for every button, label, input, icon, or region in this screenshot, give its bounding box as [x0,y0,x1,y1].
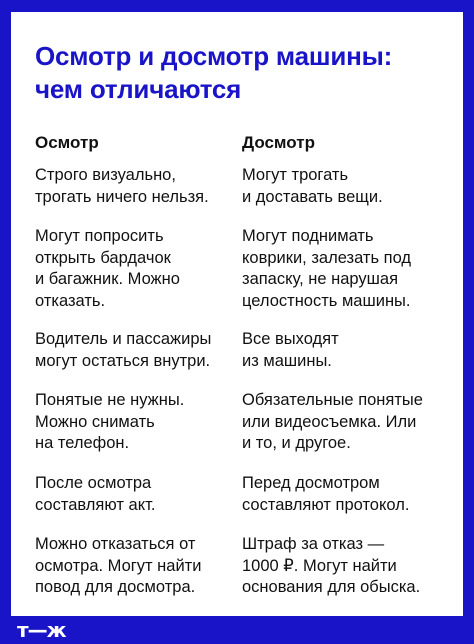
title-line-2: чем отличаются [35,74,242,104]
column-heading-dosmotr: Досмотр [242,133,315,152]
cell-text-line: отказать. [35,291,106,310]
cell-text-line: на телефон. [35,434,130,452]
title-line-1: Осмотр и досмотр машины: [35,41,393,71]
comparison-cell [242,226,449,312]
cell-text-line: открыть бардачок [35,248,171,267]
cell-text-line: или видеосъемка. Или [242,412,417,431]
cell-text-line: целостность машины. [242,291,411,310]
cell-text-line: Можно снимать [35,412,155,431]
cell-text-line: и багажник. Можно [35,270,180,288]
comparison-cell [242,534,449,599]
column-heading-osmotr: Осмотр [35,133,99,152]
cell-text-line: Водитель и пассажиры [35,330,212,348]
cell-text-line: Могут трогать [242,166,349,184]
footer [17,616,66,644]
cell-text-line: Перед досмотром [242,474,380,492]
column-rows [242,165,449,599]
cell-text-line: Обязательные понятые [242,391,423,409]
cell-text-line: Строго визуально, [35,166,176,184]
cell-text-line: трогать ничего нельзя. [35,187,209,206]
cell-text-line: Могут поднимать [242,227,374,245]
comparison-cell [242,473,449,516]
comparison-cell [35,473,242,516]
cell-text-line: Понятые не нужны. [35,391,185,409]
cell-text-line: могут остаться внутри. [35,351,211,370]
comparison-cell [35,226,242,312]
cell-text-line: Штраф за отказ — [242,535,385,553]
comparison-cell [35,165,242,208]
comparison-cell [35,329,242,372]
comparison-columns [35,132,449,599]
cell-text-line: 1000 ₽. Могут найти [242,556,397,575]
comparison-cell [35,390,242,455]
cell-text-line: составляют протокол. [242,495,410,514]
comparison-cell [242,329,449,372]
cell-text-line: коврики, залезать под [242,248,412,267]
cell-text-line: осмотра. Могут найти [35,556,202,575]
comparison-cell [242,165,449,208]
page-title [35,40,439,106]
cell-text-line: составляют акт. [35,495,156,514]
cell-text-line: После осмотра [35,474,152,492]
column-dosmotr [242,132,449,599]
cell-text-line: из машины. [242,351,332,370]
comparison-cell [242,390,449,455]
column-rows [35,165,242,599]
column-osmotr [35,132,242,599]
cell-text-line: и то, и другое. [242,434,351,452]
comparison-card [11,12,463,616]
cell-text-line: запаску, не нарушая [242,270,399,288]
cell-text-line: Все выходят [242,330,339,348]
cell-text-line: Могут попросить [35,227,164,245]
tzh-logo: т—ж [17,618,66,642]
cell-text-line: и доставать вещи. [242,187,383,206]
cell-text-line: Можно отказаться от [35,535,196,553]
cell-text-line: повод для досмотра. [35,578,196,596]
comparison-cell [35,534,242,599]
cell-text-line: основания для обыска. [242,578,421,596]
